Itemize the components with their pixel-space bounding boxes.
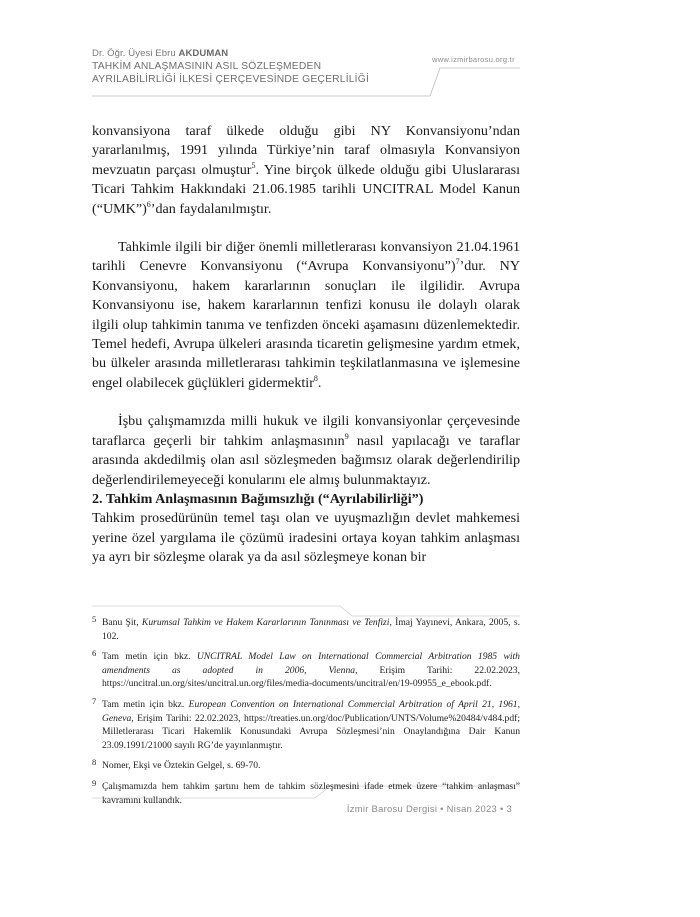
paragraph-1-text-3: ’dan faydalanılmıştır. — [150, 200, 272, 217]
footnote-italic-title: UNCITRAL Model Law on International Commercial Arbitration 1985 with amendments as adopted in 2006, Vienna — [102, 651, 520, 676]
footnote-italic-title: European Convention on International Commercial Arbitration of April 21, 1961, Geneva — [102, 698, 520, 724]
running-header-author — [92, 48, 228, 59]
paragraph-1 — [92, 122, 520, 219]
article-body — [92, 122, 520, 568]
footnote-number: 5 — [92, 614, 97, 624]
footnote-ref-6: 6 — [146, 199, 151, 209]
paragraph-4: Tahkim prosedürünün temel taşı olan ve uyuşmazlığın devlet mahkemesi yerine özel yargılama ile çözümü iradesini ortaya koyan tahkim anlaşması ya ayrı bir sözleşme olarak ya da asıl sözleşmeye konan bir — [92, 510, 520, 566]
footnote-text-2: , İmaj Yayınevi, Ankara, 2005, s. 102. — [102, 617, 520, 642]
footnotes — [92, 616, 520, 814]
footnote-8 — [92, 759, 520, 773]
footnote-number: 9 — [92, 777, 97, 788]
paragraph-2-text: Tahkimle ilgili bir diğer önemli milletlerarası konvansiyon 21.04.1961 tarihli Cenevre Konvansiyonu (“Avrupa Konvansiyonu”) — [92, 239, 520, 275]
page-number: 3 — [506, 803, 512, 814]
running-header-title-line-1: TAHKİM ANLAŞMASININ ASIL SÖZLEŞMEDEN — [92, 61, 322, 72]
footnote-text: Tam metin için bkz. — [102, 651, 197, 663]
page-footer — [340, 803, 512, 814]
running-header-title — [92, 61, 422, 86]
paragraph-2-text-3: . — [317, 374, 322, 391]
running-header-title-line-2: AYRILABİLİRLİĞİ İLKESİ ÇERÇEVESİNDE GEÇERLİLİĞİ — [92, 73, 370, 85]
footnote-text: Banu Şit, — [102, 617, 142, 628]
footer-separator: • — [440, 803, 444, 814]
footnote-6 — [92, 650, 520, 691]
footnote-ref-9: 9 — [344, 431, 349, 441]
footer-date: Nisan 2023 — [446, 803, 498, 814]
paragraph-3 — [92, 412, 520, 490]
footnote-number: 8 — [92, 757, 97, 768]
footnote-italic-title: Kurumsal Tahkim ve Hakem Kararlarının Tanınması ve Tenfizi — [141, 617, 390, 628]
footnote-rule — [92, 606, 520, 616]
section-heading: 2. Tahkim Anlaşmasının Bağımsızlığı (“Ayrılabilirliği”) — [92, 490, 424, 507]
footnote-text-2: , Erişim Tarihi: 22.02.2023, https://uncitral.un.org/sites/uncitral.un.org/files/media-documents/uncitral/en/19-09955_e_ebook.pdf. — [102, 664, 520, 690]
footnote-number: 7 — [92, 695, 97, 706]
author-prefix: Dr. Öğr. Üyesi Ebru — [92, 48, 179, 59]
footnote-5 — [92, 616, 520, 643]
footnote-number: 6 — [92, 648, 97, 659]
paragraph-2 — [92, 238, 520, 393]
footnote-7 — [92, 695, 520, 752]
footnote-ref-8: 8 — [313, 373, 318, 383]
footer-journal: İzmir Barosu Dergisi — [346, 803, 438, 814]
footnote-text: Tam metin için bkz. — [102, 698, 189, 710]
footnote-text-2: , Erişim Tarihi: 22.02.2023, https://treaties.un.org/doc/Publication/UNTS/Volume%20484/v484.pdf; Milletlerarası Ticari Hakemlik Konusundaki Avrupa Sözleşmesi’nin Onaylandığına Dair Kanun 23.09.1991/21000 sayılı RG’de yayınlanmıştır. — [102, 712, 520, 751]
paragraph-2-text-2: ’dur. NY Konvansiyonu, hakem kararlarının sonuçları ile ilgilidir. Avrupa Konvansiyonu ise, hakem kararlarının tenfizi konusu ile dolaylı olarak ilgili olup tahkimin tanıma ve tenfizden önceki aşamasını düzenlemektedir. Temel hedefi, Avrupa ülkeleri arasında ticaretin gelişmesine yardım etmek, bu ülkeler arasında milletlerarası tahkimin teşkilatlanmasına ve işlemesine engel olabilecek güçlükleri gidermektir — [92, 258, 520, 391]
paragraph-3-text-2: nasıl yapılacağı ve taraflar arasında akdedilmiş olan asıl sözleşmeden bağımsız olarak değerlendirilip değerlendirilemeyeceği konularını ele almış bulunmaktayız. — [92, 432, 520, 488]
paragraph-1-text: konvansiyona taraf ülkede olduğu gibi NY Konvansiyonu’ndan yararlanılmış, 1991 yılında Türkiye’nin taraf olmasıyla Konvansiyon mevzuatın parçası olmuştur — [92, 123, 520, 178]
footnote-ref-7: 7 — [455, 257, 460, 267]
author-surname: AKDUMAN — [178, 48, 229, 59]
footer-separator: • — [499, 803, 504, 814]
paragraph-1-text-2: . Yine birçok ülkede olduğu gibi Uluslararası Ticari Tahkim Hakkındaki 21.06.1985 tarihli UNCITRAL Model Kanun (“UMK”) — [92, 161, 520, 217]
header-url: www.izmirbarosu.org.tr — [432, 55, 515, 64]
footnote-ref-5: 5 — [251, 160, 256, 170]
footnote-text: Çalışmamızda hem tahkim şartını hem de tahkim sözleşmesini ifade etmek üzere “tahkim anlaşması” kavramını kullandık. — [102, 780, 520, 806]
paragraph-3-text: İşbu çalışmamızda milli hukuk ve ilgili konvansiyonlar çerçevesinde taraflarca geçerli bir tahkim anlaşmasının — [92, 413, 520, 449]
footnote-text: Nomer, Ekşi ve Öztekin Gelgel, s. 69-70. — [102, 760, 261, 772]
